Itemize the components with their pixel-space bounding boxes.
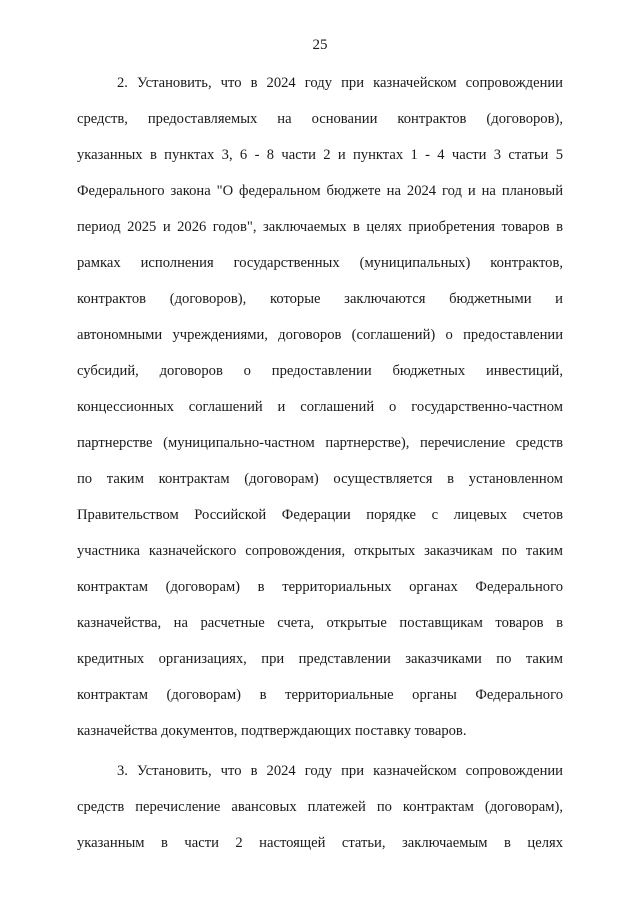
paragraph-2-line: контрактам (договорам) в территориальных органах Федерального — [77, 579, 563, 595]
paragraph-3-line: 3. Установить, что в 2024 году при казначейском сопровождении — [117, 763, 563, 779]
paragraph-2-line: период 2025 и 2026 годов", заключаемых в целях приобретения товаров в — [77, 219, 563, 235]
paragraph-2-line: партнерстве (муниципально-частном партнерстве), перечисление средств — [77, 435, 563, 451]
paragraph-2-line: казначейства документов, подтверждающих поставку товаров. — [77, 723, 467, 739]
paragraph-2-line: субсидий, договоров о предоставлении бюджетных инвестиций, — [77, 363, 563, 379]
paragraph-2-line: Правительством Российской Федерации порядке с лицевых счетов — [77, 507, 563, 523]
paragraph-2-line: 2. Установить, что в 2024 году при казначейском сопровождении — [117, 75, 563, 91]
paragraph-2-line: указанных в пунктах 3, 6 - 8 части 2 и пунктах 1 - 4 части 3 статьи 5 — [77, 147, 563, 163]
paragraph-3-line: средств перечисление авансовых платежей по контрактам (договорам), — [77, 799, 563, 815]
paragraph-3-line: указанным в части 2 настоящей статьи, заключаемым в целях — [77, 835, 563, 851]
paragraph-2-line: средств, предоставляемых на основании контрактов (договоров), — [77, 111, 563, 127]
paragraph-2-line: Федерального закона "О федеральном бюджете на 2024 год и на плановый — [77, 183, 563, 199]
paragraph-2-line: контрактам (договорам) в территориальные органы Федерального — [77, 687, 563, 703]
paragraph-2-line: концессионных соглашений и соглашений о государственно-частном — [77, 399, 563, 415]
paragraph-2-line: кредитных организациях, при представлении заказчиками по таким — [77, 651, 563, 667]
paragraph-2-line: по таким контрактам (договорам) осуществляется в установленном — [77, 471, 563, 487]
paragraph-2-line: контрактов (договоров), которые заключаются бюджетными и — [77, 291, 563, 307]
paragraph-2-line: рамках исполнения государственных (муниципальных) контрактов, — [77, 255, 563, 271]
page-number: 25 — [312, 37, 328, 53]
paragraph-2-line: автономными учреждениями, договоров (соглашений) о предоставлении — [77, 327, 563, 343]
paragraph-2-line: участника казначейского сопровождения, открытых заказчикам по таким — [77, 543, 563, 559]
paragraph-2-line: казначейства, на расчетные счета, открытые поставщикам товаров в — [77, 615, 563, 631]
